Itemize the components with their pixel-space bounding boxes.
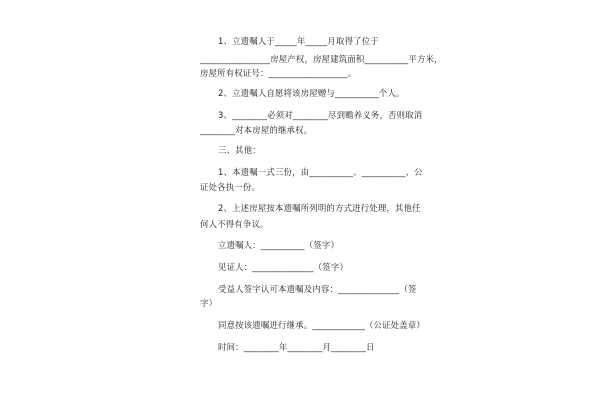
text-line: 3、________必须对________尽到赡养义务，否则取消 — [218, 110, 423, 120]
notary-seal-line: 同意按该遗嘱进行继承。____________（公证处盖章） — [218, 320, 425, 330]
text-line: 房屋所有权证号：__________________。 — [200, 68, 357, 78]
section-heading: 三、其他： — [218, 145, 261, 155]
text-line: 2、立遗嘱人自愿将该房屋赠与__________个人。 — [218, 88, 405, 98]
date-line: 时间：________年________月________日 — [218, 342, 375, 352]
witness-signature-line: 见证人：______________（签字） — [218, 262, 349, 272]
text-line: ________对本房屋的继承权。 — [200, 125, 313, 135]
text-line: 1、立遗嘱人于_____年_____月取得了位于 — [218, 36, 379, 46]
beneficiary-signature-line: 受益人签字认可本遗嘱及内容：______________（签 — [218, 284, 417, 294]
testator-signature-line: 立遗嘱人：__________（签字） — [218, 240, 340, 250]
text-line: 2、上述房屋按本遗嘱所列明的方式进行处理，其他任 — [218, 203, 421, 213]
text-line: 证处各执一份。 — [200, 182, 261, 192]
text-line: ________________房屋产权，房屋建筑面积__________平方米， — [200, 54, 443, 64]
text-line: 字） — [200, 298, 218, 308]
text-line: 何人不得有争议。 — [200, 219, 269, 229]
text-line: 1、本遗嘱一式三份，由__________、__________、公 — [218, 167, 423, 177]
